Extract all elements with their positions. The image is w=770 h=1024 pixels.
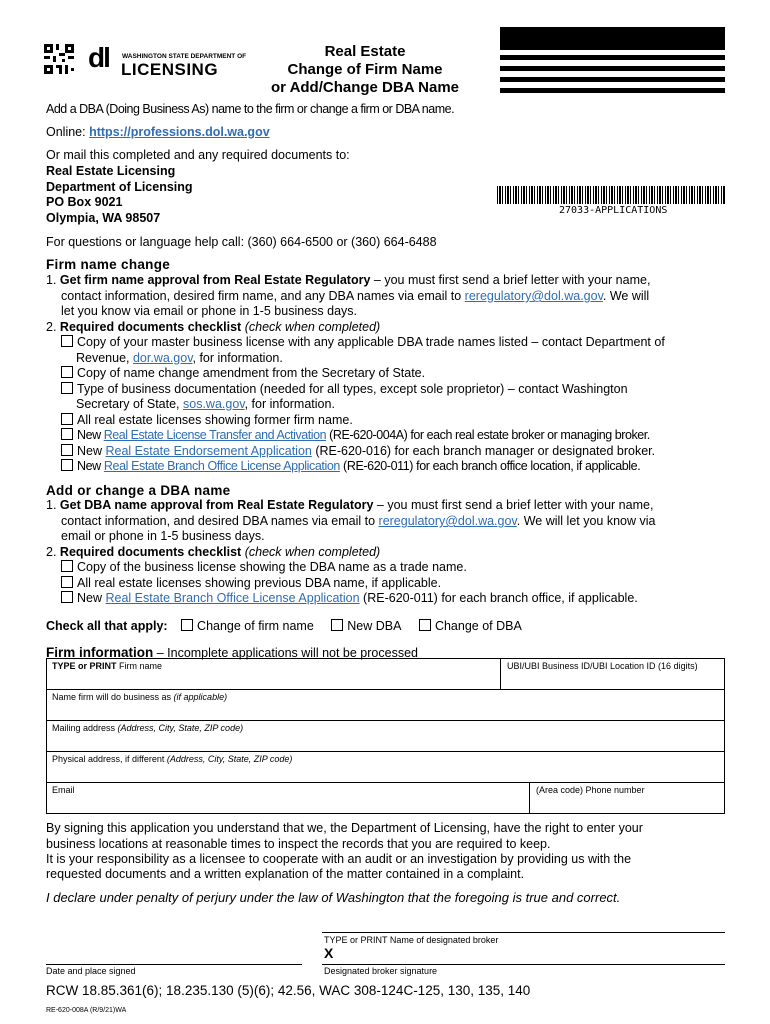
phone-field[interactable]	[529, 782, 725, 814]
step-text: . We will let you know via	[516, 514, 656, 528]
firm-step-2	[46, 320, 380, 335]
checklist-text: New	[77, 591, 106, 605]
form-title	[240, 43, 490, 97]
checkbox[interactable]	[61, 413, 73, 425]
dba-step-1-line-3: email or phone in 1-5 business days.	[61, 529, 265, 543]
step-title: Required documents checklist	[59, 545, 242, 559]
step-text: – you must first send a brief letter with your name,	[370, 273, 651, 287]
checklist-item	[61, 591, 638, 606]
signing-text: By signing this application you understand that we, the Department of Licensing, have the right to enter your	[46, 821, 643, 835]
field-label: TYPE or PRINT Firm name	[52, 661, 163, 671]
checklist-item	[61, 428, 650, 443]
email-field[interactable]	[46, 782, 530, 814]
step-text: contact information, and desired DBA names via email to	[61, 514, 379, 528]
check-all-label: Check all that apply:	[46, 619, 168, 633]
checklist-item	[61, 335, 665, 350]
checklist-text: (RE-620-004A) for each real estate broker or managing broker.	[326, 428, 650, 442]
checkbox[interactable]	[61, 335, 73, 347]
checklist-text: New	[77, 444, 106, 458]
checklist-text: (RE-620-011) for each branch office location, if applicable.	[339, 459, 641, 473]
checklist-text: Copy of your master business license with any applicable DBA trade names listed – contact Department of	[77, 335, 665, 349]
step-note: (check when completed)	[241, 545, 381, 559]
black-bar	[500, 77, 725, 82]
checkbox[interactable]	[61, 444, 73, 456]
address-line: Real Estate Licensing	[46, 164, 176, 178]
checklist-item	[61, 366, 425, 381]
rcw-references: RCW 18.85.361(6); 18.235.130 (5)(6); 42.56, WAC 308-124C-125, 130, 135, 140	[46, 983, 531, 998]
checklist-item	[61, 382, 628, 397]
option-label: Change of firm name	[197, 619, 314, 633]
online-link[interactable]: https://professions.dol.wa.gov	[89, 125, 270, 139]
address-line: Olympia, WA 98507	[46, 211, 161, 225]
field-label: Mailing address (Address, City, State, ZIP code)	[52, 723, 244, 733]
firm-step-1-line-2	[61, 289, 649, 304]
checklist-text: Copy of name change amendment from the Secretary of State.	[77, 366, 426, 380]
help-line: For questions or language help call: (360) 664-6500 or (360) 664-6488	[46, 235, 437, 249]
step-number: 2.	[46, 545, 57, 559]
step-title: Get firm name approval from Real Estate Regulatory	[59, 273, 371, 287]
firm-step-1	[46, 273, 650, 288]
black-bar	[500, 55, 725, 60]
title-line-2: Change of Firm Name	[287, 61, 443, 78]
online-line	[46, 125, 270, 140]
step-number: 1.	[46, 498, 57, 512]
firm-name-field[interactable]	[46, 658, 501, 690]
checkbox-change-firm-name[interactable]	[181, 619, 193, 631]
checklist-text: All real estate licenses showing former firm name.	[77, 413, 353, 427]
checkbox[interactable]	[61, 459, 73, 471]
field-label: Email	[52, 785, 75, 795]
mailing-address-field[interactable]	[46, 720, 725, 752]
dol-logo	[88, 42, 247, 79]
checklist-text: , for information.	[192, 351, 283, 365]
step-text: – you must first send a brief letter with your name,	[373, 498, 654, 512]
section-heading-firm-name-change: Firm name change	[46, 257, 171, 272]
dba-name-field[interactable]	[46, 689, 725, 721]
checklist-item	[61, 444, 655, 459]
agency-name: LICENSING	[121, 60, 219, 79]
agency-top: WASHINGTON STATE DEPARTMENT OF	[122, 53, 247, 60]
field-label: (Area code) Phone number	[536, 785, 645, 795]
checkbox[interactable]	[61, 560, 73, 572]
option-label: Change of DBA	[434, 619, 522, 633]
checklist-text: Copy of the business license showing the DBA name as a trade name.	[77, 560, 467, 574]
firm-info-note: – Incomplete applications will not be processed	[153, 646, 418, 660]
signing-text: business locations at reasonable times to inspect the records that you are required to keep.	[46, 837, 551, 851]
step-title: Required documents checklist	[59, 320, 242, 334]
dba-step-1	[46, 498, 653, 513]
signing-text: requested documents and a written explanation of the matter contained in a complaint.	[46, 867, 525, 881]
checklist-text: Secretary of State,	[76, 397, 183, 411]
barcode	[497, 186, 725, 204]
sos-link[interactable]: sos.wa.gov	[183, 397, 245, 411]
field-label: Physical address, if different (Address, City, State, ZIP code)	[52, 754, 293, 764]
checkbox-new-dba[interactable]	[331, 619, 343, 631]
checkbox[interactable]	[61, 576, 73, 588]
dba-step-2	[46, 545, 380, 560]
signature-line[interactable]	[322, 964, 725, 965]
email-link[interactable]: reregulatory@dol.wa.gov	[378, 514, 517, 528]
ubi-field[interactable]	[500, 658, 725, 690]
checklist-text: Revenue,	[76, 351, 133, 365]
firm-info-title: Firm information	[46, 645, 154, 660]
checkbox-change-dba[interactable]	[419, 619, 431, 631]
checkbox[interactable]	[61, 428, 73, 440]
physical-address-field[interactable]	[46, 751, 725, 783]
field-label: Name firm will do business as (if applicable)	[52, 692, 228, 702]
branch-office-link[interactable]: Real Estate Branch Office License Application	[103, 459, 340, 473]
checkbox[interactable]	[61, 366, 73, 378]
checkbox[interactable]	[61, 591, 73, 603]
checklist-text: Type of business documentation (needed for all types, except sole proprietor) – contact Washington	[77, 382, 628, 396]
checklist-text: (RE-620-016) for each branch manager or designated broker.	[311, 444, 656, 458]
section-heading-dba: Add or change a DBA name	[46, 483, 231, 498]
checkbox[interactable]	[61, 382, 73, 394]
checklist-item-cont	[76, 397, 335, 412]
step-text: contact information, desired firm name, and any DBA names via email to	[61, 289, 465, 303]
qr-code	[44, 44, 74, 74]
option-label: New DBA	[347, 619, 402, 633]
dor-link[interactable]: dor.wa.gov	[132, 351, 193, 365]
address-line: Department of Licensing	[46, 180, 193, 194]
date-place-label: Date and place signed	[46, 966, 136, 976]
address-line: PO Box 9021	[46, 195, 123, 209]
broker-name-label: TYPE or PRINT Name of designated broker	[324, 935, 499, 945]
checklist-text: New	[77, 459, 104, 473]
online-label: Online:	[46, 125, 86, 139]
step-text: . We will	[602, 289, 650, 303]
step-number: 2.	[46, 320, 57, 334]
branch-office-link[interactable]: Real Estate Branch Office License Application	[105, 591, 360, 605]
title-line-3: or Add/Change DBA Name	[270, 79, 460, 96]
checklist-item	[61, 576, 441, 591]
black-bar	[500, 88, 725, 93]
dba-step-1-line-2	[61, 514, 655, 529]
checklist-text: All real estate licenses showing previous DBA name, if applicable.	[77, 576, 442, 590]
date-place-line[interactable]	[46, 964, 302, 965]
logo-letters: dl	[88, 42, 109, 73]
email-link[interactable]: reregulatory@dol.wa.gov	[464, 289, 603, 303]
step-title: Get DBA name approval from Real Estate Regulatory	[59, 498, 374, 512]
checklist-item	[61, 413, 353, 428]
endorsement-link[interactable]: Real Estate Endorsement Application	[105, 444, 312, 458]
declaration: I declare under penalty of perjury under the law of Washington that the foregoing is true and correct.	[46, 890, 621, 905]
black-bar-block	[500, 27, 725, 50]
signature-x: X	[324, 945, 334, 961]
black-bar	[500, 66, 725, 71]
mail-intro: Or mail this completed and any required documents to:	[46, 148, 350, 162]
form-id: RE-620-008A (R/9/21)WA	[46, 1007, 127, 1014]
broker-name-line[interactable]	[322, 932, 725, 933]
checklist-item	[61, 560, 467, 575]
field-label: UBI/UBI Business ID/UBI Location ID (16 digits)	[507, 661, 698, 671]
barcode-text: 27033-APPLICATIONS	[559, 205, 668, 216]
check-all-row	[46, 619, 522, 634]
checklist-item	[61, 459, 640, 474]
signing-text: It is your responsibility as a licensee to cooperate with an audit or an investigation by providing us with the	[46, 852, 632, 866]
checklist-text: New	[77, 428, 104, 442]
checklist-text: (RE-620-011) for each branch office, if applicable.	[359, 591, 638, 605]
checklist-text: , for information.	[244, 397, 335, 411]
transfer-activation-link[interactable]: Real Estate License Transfer and Activation	[103, 428, 327, 442]
checklist-item-cont	[76, 351, 283, 366]
intro-text: Add a DBA (Doing Business As) name to the firm or change a firm or DBA name.	[46, 102, 455, 116]
title-line-1: Real Estate	[324, 43, 406, 60]
step-number: 1.	[46, 273, 57, 287]
firm-step-1-line-3: let you know via email or phone in 1-5 business days.	[61, 304, 357, 318]
step-note: (check when completed)	[241, 320, 381, 334]
signature-label: Designated broker signature	[324, 966, 438, 976]
